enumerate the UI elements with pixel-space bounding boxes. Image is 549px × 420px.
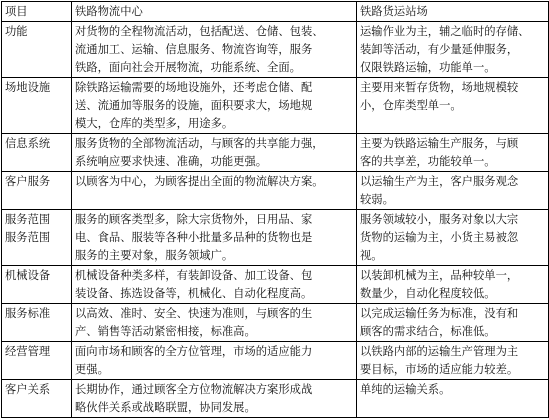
center-cell: 对货物的全程物流活动，包括配送、仓储、包装、 流通加工、运输、信息服务、物流咨询等，服务 铁路，面向社会开展物流，功能系统、全面。 xyxy=(72,22,357,78)
center-cell: 服务的顾客类型多，除大宗货物外，日用品、家 电、食品、服装等各种小批量多品种的货物也是 服务的主要对象，服务领域广。 xyxy=(72,210,357,266)
row-item-label: 信息系统 xyxy=(2,134,72,172)
header-logistics-center: 铁路物流中心 xyxy=(72,2,357,22)
table-row xyxy=(2,78,549,134)
table-row xyxy=(2,210,549,266)
station-cell: 单纯的运输关系。 xyxy=(357,380,549,418)
row-item-label: 机械设备 xyxy=(2,266,72,304)
center-cell: 面向市场和顾客的全方位管理，市场的适应能力 更强。 xyxy=(72,342,357,380)
station-cell: 服务领域较小，服务对象以大宗 货物的运输为主，小货主易被忽 视。 xyxy=(357,210,549,266)
center-cell: 以高效、准时、安全、快速为准则，与顾客的生 产、销售等活动紧密相接，标准高。 xyxy=(72,304,357,342)
row-item-label: 客户关系 xyxy=(2,380,72,418)
header-freight-station: 铁路货运站场 xyxy=(357,2,549,22)
station-cell: 以运输生产为主，客户服务观念 较弱。 xyxy=(357,172,549,210)
center-cell: 除铁路运输需要的场地设施外，还考虑仓储、配 送、流通加等服务的设施，面积要求大，场地规 模大，仓库的类型多，用途多。 xyxy=(72,78,357,134)
header-item: 项目 xyxy=(2,2,72,22)
station-cell: 以完成运输任务为标准，没有和 顾客的需求结合，标准低。 xyxy=(357,304,549,342)
station-cell: 主要用来暂存货物，场地规模较 小，仓库类型单一。 xyxy=(357,78,549,134)
comparison-table xyxy=(1,1,549,418)
center-cell: 机械设备种类多样，有装卸设备、加工设备、包 装设备、拣选设备等，机械化、自动化程度高。 xyxy=(72,266,357,304)
table-row xyxy=(2,266,549,304)
row-item-label: 服务标准 xyxy=(2,304,72,342)
center-cell: 长期协作，通过顾客全方位物流解决方案形成战 略伙伴关系或战略联盟，协同发展。 xyxy=(72,380,357,418)
station-cell: 运输作业为主，辅之临时的存储、 装卸等活动，有少量延伸服务， 仅限铁路运输，功能单一。 xyxy=(357,22,549,78)
table-row xyxy=(2,304,549,342)
station-cell: 以装卸机械为主，品种较单一， 数量少，自动化程度较低。 xyxy=(357,266,549,304)
row-item-label: 经营管理 xyxy=(2,342,72,380)
row-item-label: 功能 xyxy=(2,22,72,78)
table-row xyxy=(2,172,549,210)
row-item-label: 服务范围 服务范围 xyxy=(2,210,72,266)
table-row xyxy=(2,342,549,380)
table-row xyxy=(2,380,549,418)
station-cell: 以铁路内部的运输生产管理为主 要目标，市场的适应能力较差。 xyxy=(357,342,549,380)
center-cell: 以顾客为中心，为顾客提出全面的物流解决方案。 xyxy=(72,172,357,210)
station-cell: 主要为铁路运输生产服务，与顾 客的共享差，功能较单一。 xyxy=(357,134,549,172)
row-item-label: 场地设施 xyxy=(2,78,72,134)
center-cell: 服务货物的全部物流活动，与顾客的共享能力强， 系统响应要求快速、准确，功能更强。 xyxy=(72,134,357,172)
table-row xyxy=(2,22,549,78)
header-row xyxy=(2,2,549,22)
row-item-label: 客户服务 xyxy=(2,172,72,210)
table-row xyxy=(2,134,549,172)
